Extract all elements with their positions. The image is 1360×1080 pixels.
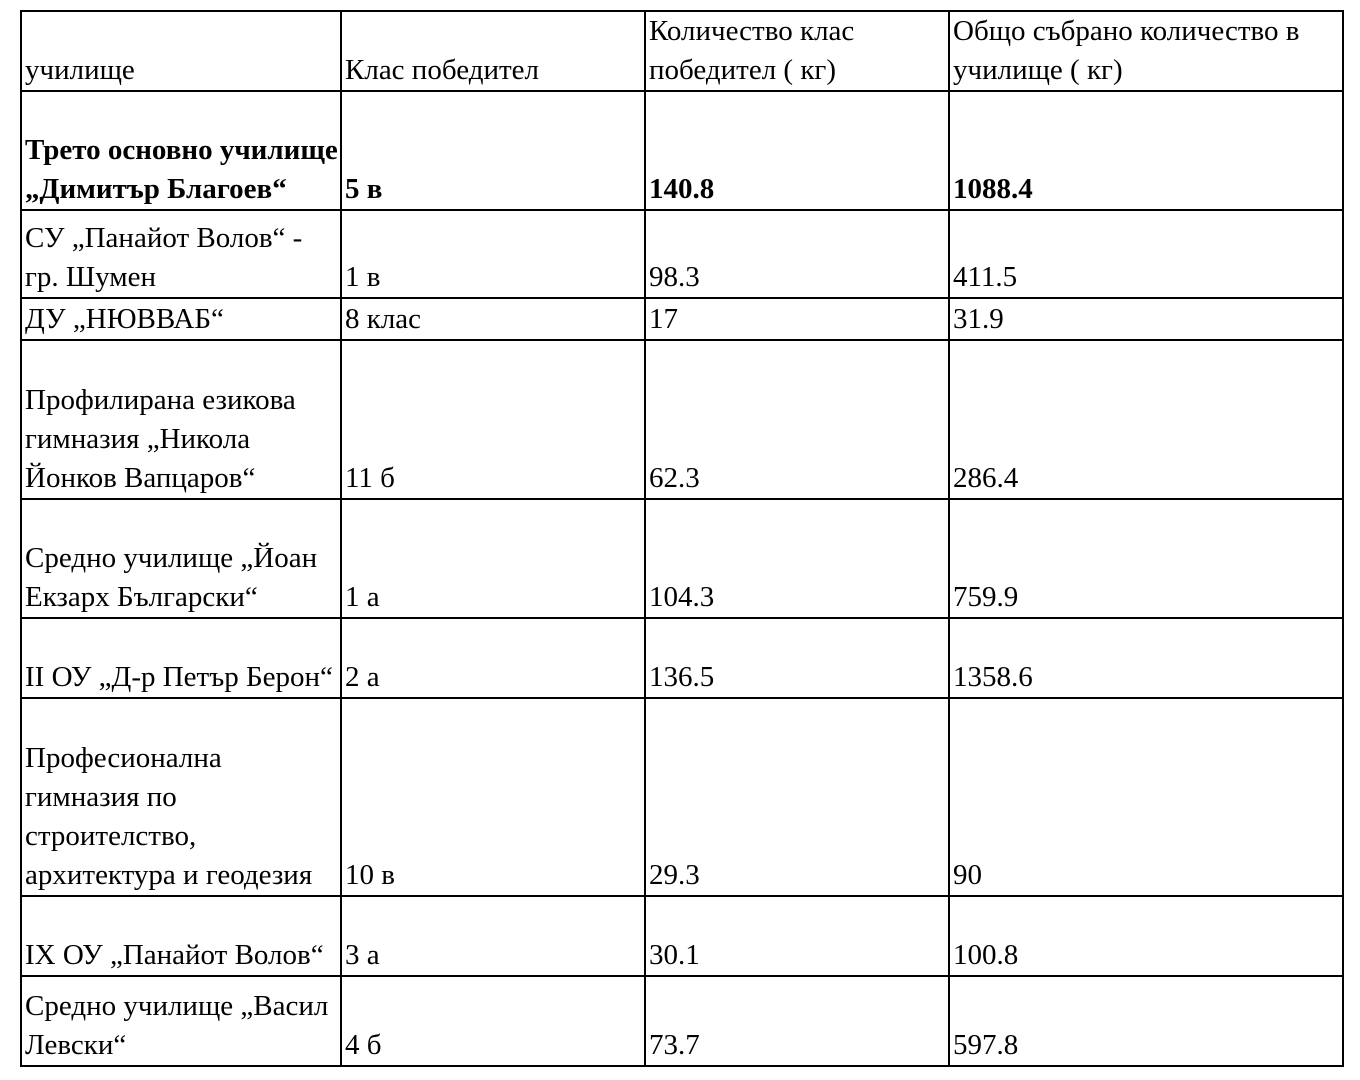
- school-total-cell: 597.8: [949, 976, 1343, 1066]
- school-cell: II ОУ „Д-р Петър Берон“: [21, 618, 341, 698]
- class-amount-cell: 62.3: [645, 340, 949, 499]
- school-total-cell: 1358.6: [949, 618, 1343, 698]
- class-amount-cell: 136.5: [645, 618, 949, 698]
- school-cell: СУ „Панайот Волов“ - гр. Шумен: [21, 210, 341, 298]
- table-row: [21, 499, 1343, 618]
- table-row: [21, 210, 1343, 298]
- class-amount-cell: 17: [645, 298, 949, 340]
- winning-class-cell: 1 а: [341, 499, 645, 618]
- header-class-amount: Количество клас победител ( кг): [645, 11, 949, 91]
- table-header-row: [21, 11, 1343, 91]
- table-row: [21, 698, 1343, 896]
- class-amount-cell: 29.3: [645, 698, 949, 896]
- class-amount-cell: 140.8: [645, 91, 949, 210]
- table-row: [21, 91, 1343, 210]
- winning-class-cell: 3 а: [341, 896, 645, 976]
- header-school-total: Общо събрано количество в училище ( кг): [949, 11, 1343, 91]
- school-cell: Средно училище „Васил Левски“: [21, 976, 341, 1066]
- school-cell: Профилирана езикова гимназия „Никола Йонков Вапцаров“: [21, 340, 341, 499]
- header-winning-class: Клас победител: [341, 11, 645, 91]
- results-table: [20, 10, 1344, 1067]
- header-school: училище: [21, 11, 341, 91]
- winning-class-cell: 5 в: [341, 91, 645, 210]
- school-total-cell: 759.9: [949, 499, 1343, 618]
- winning-class-cell: 1 в: [341, 210, 645, 298]
- table-row: [21, 298, 1343, 340]
- winning-class-cell: 10 в: [341, 698, 645, 896]
- school-total-cell: 1088.4: [949, 91, 1343, 210]
- winning-class-cell: 4 б: [341, 976, 645, 1066]
- school-cell: Професионална гимназия по строителство, архитектура и геодезия: [21, 698, 341, 896]
- class-amount-cell: 30.1: [645, 896, 949, 976]
- table-row: [21, 340, 1343, 499]
- school-cell: Трето основно училище „Димитър Благоев“: [21, 91, 341, 210]
- school-total-cell: 411.5: [949, 210, 1343, 298]
- school-cell: Средно училище „Йоан Екзарх Български“: [21, 499, 341, 618]
- school-total-cell: 286.4: [949, 340, 1343, 499]
- winning-class-cell: 2 а: [341, 618, 645, 698]
- school-total-cell: 90: [949, 698, 1343, 896]
- table-row: [21, 618, 1343, 698]
- table-row: [21, 976, 1343, 1066]
- winning-class-cell: 8 клас: [341, 298, 645, 340]
- school-total-cell: 100.8: [949, 896, 1343, 976]
- class-amount-cell: 73.7: [645, 976, 949, 1066]
- class-amount-cell: 98.3: [645, 210, 949, 298]
- table-row: [21, 896, 1343, 976]
- school-cell: IX ОУ „Панайот Волов“: [21, 896, 341, 976]
- school-cell: ДУ „НЮВВАБ“: [21, 298, 341, 340]
- school-total-cell: 31.9: [949, 298, 1343, 340]
- class-amount-cell: 104.3: [645, 499, 949, 618]
- winning-class-cell: 11 б: [341, 340, 645, 499]
